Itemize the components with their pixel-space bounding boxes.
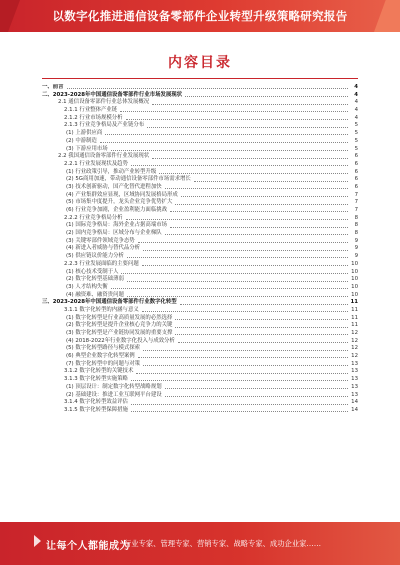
toc-leader-dots — [175, 334, 348, 335]
toc-page-number: 8 — [354, 230, 358, 237]
toc-entry-text: (2) 5G商用加速，带动通信设备零部件市场需求增长 — [66, 176, 191, 183]
toc-page-number: 6 — [354, 168, 358, 175]
toc-entry-text: 3.1.5 数字化转型保障措施 — [64, 406, 128, 413]
toc-entry-text: (3) 数字化转型是产业链协同发展的重要支撑 — [66, 330, 173, 336]
toc-entry[interactable] — [42, 368, 358, 376]
toc-entry-text: (2) 中游制造 — [66, 137, 97, 144]
toc-page-number: 13 — [351, 368, 358, 375]
toc-entry[interactable] — [42, 130, 358, 138]
toc-leader-dots — [142, 311, 348, 312]
report-title: 以数字化推进通信设备零部件企业转型升级策略研究报告 — [52, 9, 348, 23]
toc-page-number: 9 — [354, 245, 358, 252]
toc-page-number: 5 — [354, 137, 358, 144]
toc-leader-dots — [126, 119, 348, 120]
toc-page-number: 13 — [351, 376, 358, 383]
toc-entry[interactable] — [42, 184, 358, 192]
toc-entry-text: 3.1.2 数字化转型的关键技术 — [64, 368, 134, 375]
toc-page-number: 6 — [354, 183, 358, 190]
toc-page-number: 11 — [351, 306, 358, 313]
toc-page-number: 10 — [351, 276, 358, 283]
toc-leader-dots — [131, 165, 348, 166]
toc-leader-dots — [147, 127, 348, 128]
toc-entry[interactable] — [42, 222, 358, 230]
toc-page-number: 10 — [351, 268, 358, 275]
toc-page-number: 12 — [351, 330, 358, 336]
toc-page-number: 4 — [354, 114, 358, 121]
toc-page-number: 4 — [354, 84, 358, 90]
toc-page-number: 10 — [351, 291, 358, 298]
toc-page-number: 8 — [354, 214, 358, 221]
toc-entry[interactable] — [42, 276, 358, 284]
toc-page-number: 6 — [354, 160, 358, 167]
toc-entry-text: (2) 数字化转型基础薄弱 — [66, 276, 124, 283]
toc-leader-dots — [121, 273, 348, 274]
toc-leader-dots — [143, 365, 348, 366]
toc-leader-dots — [120, 111, 348, 112]
toc-page-number: 12 — [351, 353, 358, 360]
toc-entry-text: (5) 市场集中度提升，龙头企业竞争优势扩大 — [66, 199, 173, 206]
toc-page-number: 7 — [354, 207, 358, 213]
toc-leader-dots — [165, 388, 348, 389]
toc-entry-text: (1) 核心技术受制于人 — [66, 268, 119, 275]
toc-entry-text: 2.2.1 行业发展现状及趋势 — [64, 160, 128, 167]
toc-entry-text: 三、2023-2028年中国通信设备零部件行业数字化转型 — [42, 299, 177, 306]
toc-page-number: 4 — [354, 91, 358, 98]
toc-leader-dots — [165, 188, 348, 189]
toc-entry[interactable] — [42, 138, 358, 146]
arrow-icon — [34, 535, 41, 547]
toc-page-number: 7 — [354, 191, 358, 198]
toc-entry[interactable] — [42, 253, 358, 261]
toc-page-number: 6 — [354, 176, 358, 183]
report-header-bar — [0, 0, 400, 32]
toc-page-number: 13 — [351, 391, 358, 398]
toc-page-number: 10 — [351, 260, 358, 267]
toc-entry-text: 2.2 我国通信设备零部件行业发展现状 — [58, 153, 150, 160]
toc-entry-text: (1) 顶层设计：制定数字化转型战略规划 — [66, 383, 162, 390]
toc-entry[interactable] — [42, 330, 358, 338]
toc-entry[interactable] — [42, 199, 358, 207]
toc-entry-text: (7) 数字化转型中的问题与对策 — [66, 360, 141, 367]
toc-leader-dots — [170, 211, 348, 212]
toc-leader-dots — [178, 342, 348, 343]
toc-page-number: 14 — [351, 406, 358, 413]
toc-leader-dots — [175, 319, 348, 320]
table-of-contents — [42, 84, 358, 494]
toc-entry-text: (2) 数字化转型是提升企业核心竞争力的关键 — [66, 322, 173, 329]
toc-page-number: 12 — [351, 345, 358, 352]
footer-tags: 行业专家、管理专家、营销专家、战略专家、成功企业家…… — [124, 539, 322, 548]
toc-entry[interactable] — [42, 161, 358, 169]
toc-entry[interactable] — [42, 245, 358, 253]
toc-entry-text: 2.1.2 行业市场规模分析 — [64, 114, 123, 121]
toc-page-number: 6 — [354, 153, 358, 160]
toc-entry-text: 2.1.3 行业竞争格局及产业链分布 — [64, 122, 145, 129]
toc-entry[interactable] — [42, 122, 358, 130]
toc-entry-text: 2.2.3 行业发展面临的主要问题 — [64, 260, 139, 267]
toc-leader-dots — [159, 173, 348, 174]
toc-entry-text: (5) 供应链议价能力分析 — [66, 253, 124, 260]
toc-entry[interactable] — [42, 99, 358, 107]
toc-page-number: 14 — [351, 399, 358, 406]
toc-entry-text: 一、前言 — [42, 84, 64, 90]
toc-entry-text: 3.1.1 数字化转型的内涵与意义 — [64, 306, 139, 313]
toc-leader-dots — [111, 288, 348, 289]
toc-entry-text: 3.1.3 数字化转型实施策略 — [64, 376, 128, 383]
toc-entry-text: (4) 新进入者威胁与替代品分析 — [66, 245, 141, 252]
toc-entry[interactable] — [42, 307, 358, 315]
toc-leader-dots — [181, 196, 348, 197]
toc-entry-text: (6) 典型企业数字化转型案例 — [66, 353, 135, 360]
toc-page-number: 9 — [354, 237, 358, 244]
toc-leader-dots — [143, 250, 348, 251]
toc-divider — [42, 78, 358, 79]
toc-entry[interactable] — [42, 153, 358, 161]
toc-entry-text: (1) 上游供应商 — [66, 130, 103, 137]
toc-entry-text: (4) 产业集群效应显现，区域协同发展格局形成 — [66, 191, 178, 198]
toc-entry[interactable] — [42, 384, 358, 392]
toc-entry-text: (1) 行业政策引导，推动产业转型升级 — [66, 168, 157, 175]
toc-entry-text: (6) 行业竞争加剧，企业盈利能力面临挑战 — [66, 207, 167, 213]
toc-page-number: 10 — [351, 283, 358, 290]
toc-leader-dots — [194, 181, 348, 182]
toc-entry[interactable] — [42, 299, 358, 307]
toc-entry-text: 2.1.1 行业整体产业链 — [64, 107, 118, 114]
toc-leader-dots — [67, 88, 348, 89]
toc-entry[interactable] — [42, 353, 358, 361]
toc-leader-dots — [127, 281, 348, 282]
toc-leader-dots — [131, 411, 348, 412]
toc-leader-dots — [131, 404, 348, 405]
toc-entry[interactable] — [42, 322, 358, 330]
toc-entry-text: (2) 基础建设：推进工业互联网平台建设 — [66, 391, 162, 398]
toc-leader-dots — [165, 234, 348, 235]
toc-entry-text: (3) 技术创新驱动，国产化替代进程加快 — [66, 183, 162, 190]
toc-entry-text: 2.2.2 行业竞争格局分析 — [64, 214, 123, 221]
toc-page-number: 12 — [351, 337, 358, 344]
toc-leader-dots — [175, 327, 348, 328]
toc-page-number: 5 — [354, 122, 358, 129]
toc-page-number: 7 — [354, 199, 358, 206]
toc-entry-text: (3) 关键零部件领域竞争态势 — [66, 237, 135, 244]
toc-page-number: 9 — [354, 253, 358, 260]
toc-leader-dots — [138, 357, 348, 358]
toc-entry[interactable] — [42, 207, 358, 215]
toc-entry-text: (1) 数字化转型是行业高质量发展的必然选择 — [66, 314, 173, 321]
toc-entry-text: (1) 国际竞争格局：海外企业占据高端市场 — [66, 222, 167, 229]
toc-page-number: 4 — [354, 99, 358, 106]
toc-leader-dots — [127, 296, 348, 297]
toc-heading: 内容目录 — [168, 55, 232, 71]
toc-page-number: 11 — [350, 299, 358, 306]
toc-leader-dots — [152, 104, 348, 105]
toc-entry-text: (3) 人才结构失衡 — [66, 283, 108, 290]
toc-page-number: 11 — [351, 314, 358, 321]
toc-entry-text: 二、2023-2028年中国通信设备零部件行业市场发展现状 — [42, 91, 183, 98]
toc-entry-text: (4) 融资难、融资贵问题 — [66, 291, 124, 298]
toc-entry-text: (5) 数字化转型路径与模式探索 — [66, 345, 141, 352]
toc-leader-dots — [100, 142, 348, 143]
toc-entry[interactable] — [42, 284, 358, 292]
toc-leader-dots — [138, 242, 348, 243]
toc-entry[interactable] — [42, 261, 358, 269]
toc-entry[interactable] — [42, 376, 358, 384]
toc-entry[interactable] — [42, 345, 358, 353]
toc-page-number: 11 — [351, 322, 358, 329]
toc-page-number: 5 — [354, 145, 358, 152]
toc-entry[interactable] — [42, 230, 358, 238]
toc-leader-dots — [111, 150, 348, 151]
toc-page-number: 5 — [354, 130, 358, 137]
toc-leader-dots — [175, 204, 348, 205]
toc-page-number: 13 — [351, 383, 358, 390]
toc-entry-text: (4) 2018-2022年行业数字化投入与成效分析 — [66, 337, 175, 344]
toc-page-number: 13 — [351, 360, 358, 367]
toc-leader-dots — [142, 265, 348, 266]
toc-leader-dots — [170, 227, 348, 228]
toc-entry[interactable] — [42, 107, 358, 115]
toc-entry-text: 2.1 通信设备零部件行业总体发展概况 — [58, 99, 150, 106]
toc-entry[interactable] — [42, 176, 358, 184]
toc-leader-dots — [105, 134, 348, 135]
toc-entry[interactable] — [42, 399, 358, 407]
toc-leader-dots — [126, 219, 348, 220]
toc-entry[interactable] — [42, 84, 358, 92]
toc-leader-dots — [143, 350, 348, 351]
toc-page-number: 8 — [354, 222, 358, 229]
footer-slogan: 让每个人都能成为 — [46, 541, 130, 552]
toc-leader-dots — [127, 257, 348, 258]
toc-leader-dots — [131, 380, 348, 381]
footer-bar — [0, 522, 400, 565]
toc-page-number: 4 — [354, 107, 358, 114]
toc-leader-dots — [152, 158, 348, 159]
toc-leader-dots — [165, 396, 348, 397]
toc-leader-dots — [136, 373, 348, 374]
toc-entry-text: 3.1.4 数字化转型效益评估 — [64, 399, 128, 406]
toc-entry[interactable] — [42, 407, 358, 415]
toc-leader-dots — [180, 304, 348, 305]
toc-leader-dots — [185, 96, 348, 97]
toc-entry-text: (2) 国内竞争格局：区域分布与企业梯队 — [66, 230, 162, 237]
toc-entry-text: (3) 下游应用市场 — [66, 145, 108, 152]
